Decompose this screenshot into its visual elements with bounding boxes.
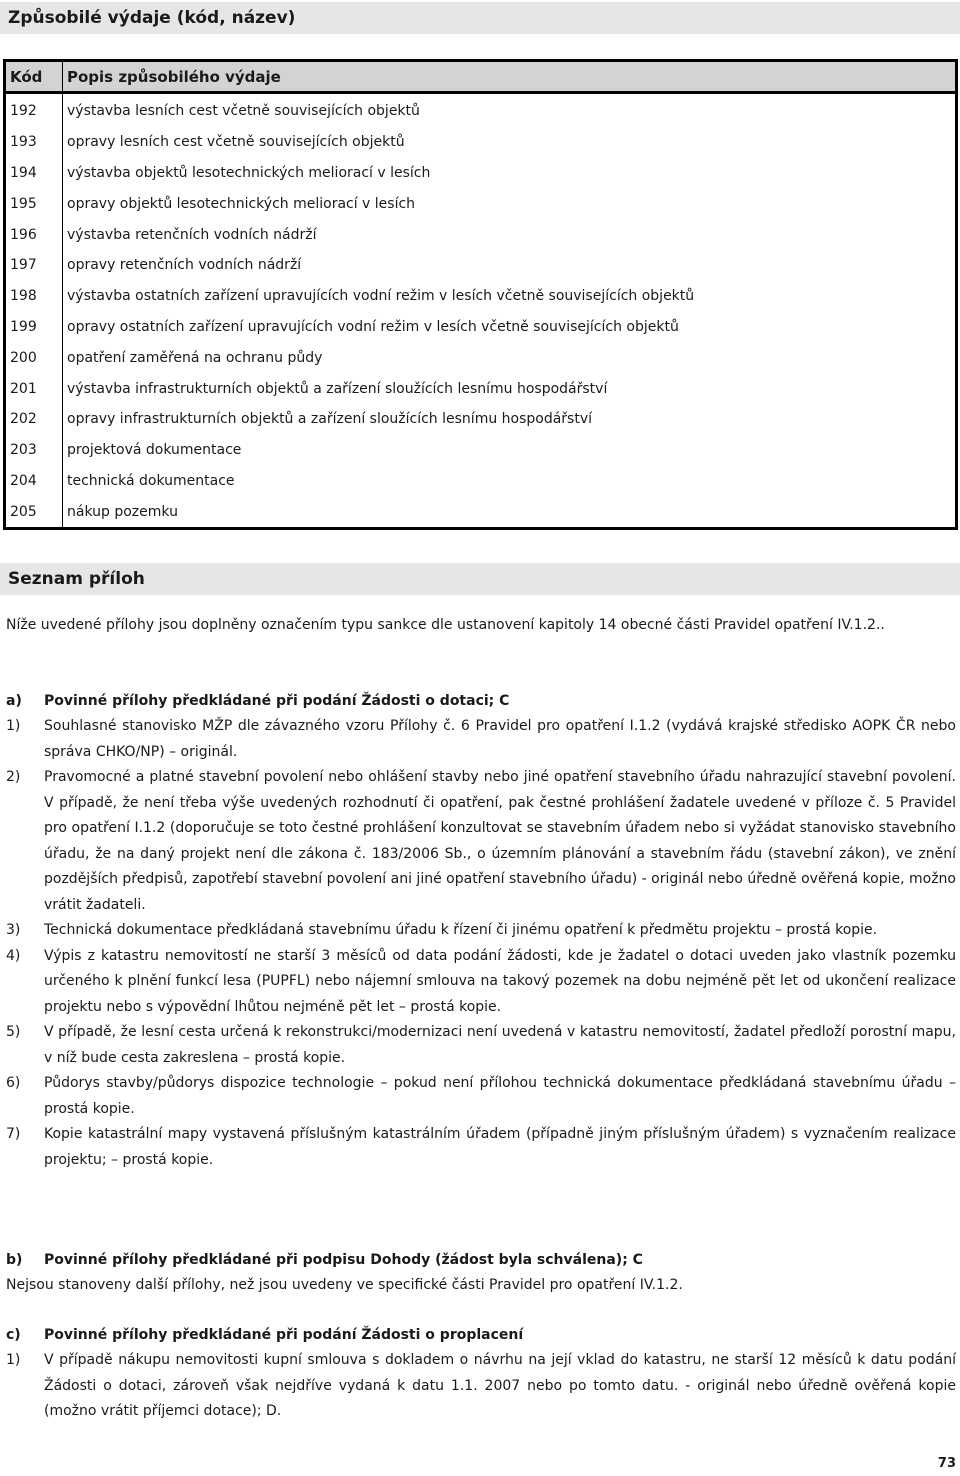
heading-b-letter: b) bbox=[6, 1252, 23, 1268]
expense-code: 193 bbox=[5, 127, 63, 158]
table-row bbox=[5, 219, 957, 250]
list-item bbox=[6, 944, 956, 1021]
heading-a-letter: a) bbox=[6, 693, 22, 709]
list-item-number: 4) bbox=[6, 947, 21, 964]
expense-description: výstavba objektů lesotechnických meliorací v lesích bbox=[67, 164, 431, 181]
heading-a-title: Povinné přílohy předkládané při podání Žádosti o dotaci; C bbox=[44, 693, 510, 709]
column-header-code: Kód bbox=[5, 61, 63, 93]
attachments-list-a bbox=[6, 714, 956, 1173]
list-item-text: Souhlasné stanovisko MŽP dle závazného vzoru Přílohy č. 6 Pravidel pro opatření I.1.2 (vydává krajské středisko AOPK ČR nebo správa CHKO/NP) – originál. bbox=[44, 718, 956, 760]
list-item-number: 7) bbox=[6, 1126, 21, 1142]
list-item-text: V případě nákupu nemovitosti kupní smlouva s dokladem o návrhu na její vklad do katastru, ne starší 12 měsíců k datu podání Žádosti o dotaci, zároveň však nejdříve vydaná k datu 1.1. 2007 nebo po tomto datu. - originál nebo úředně ověřená kopie (možno vrátit příjemci dotace); D. bbox=[44, 1352, 956, 1419]
table-row bbox=[5, 250, 957, 281]
eligible-expenses-table bbox=[3, 59, 958, 530]
expense-code: 204 bbox=[5, 466, 63, 497]
list-item-number: 6) bbox=[6, 1075, 21, 1091]
expense-description: opravy ostatních zařízení upravujících vodní režim v lesích včetně souvisejících objektů bbox=[67, 318, 679, 335]
expense-description: technická dokumentace bbox=[67, 472, 235, 489]
list-item-text: Kopie katastrální mapy vystavená příslušným katastrálním úřadem (případně jiným příslušným úřadem) s vyznačením realizace projektu; – prostá kopie. bbox=[44, 1126, 956, 1168]
expense-description: výstavba ostatních zařízení upravujících vodní režim v lesích včetně souvisejících objektů bbox=[67, 288, 695, 305]
expense-description: opatření zaměřená na ochranu půdy bbox=[67, 349, 323, 366]
expense-code: 205 bbox=[5, 496, 63, 528]
list-item-text: Technická dokumentace předkládaná stavebnímu úřadu k řízení či jinému opatření k předmětu projektu – prostá kopie. bbox=[44, 922, 878, 938]
expense-description: opravy infrastrukturních objektů a zařízení sloužících lesnímu hospodářství bbox=[67, 411, 593, 428]
expense-code: 194 bbox=[5, 158, 63, 189]
list-item bbox=[6, 714, 956, 765]
expense-code: 199 bbox=[5, 312, 63, 343]
expense-description: opravy lesních cest včetně souvisejících objektů bbox=[67, 134, 405, 151]
list-item-number: 3) bbox=[6, 922, 21, 938]
attachments-intro: Níže uvedené přílohy jsou doplněny označením typu sankce dle ustanovení kapitoly 14 obecné části Pravidel opatření IV.1.2.. bbox=[6, 617, 885, 633]
section-title-attachments: Seznam příloh bbox=[0, 563, 960, 595]
list-item-number: 1) bbox=[6, 1352, 21, 1368]
expense-description: výstavba retenčních vodních nádrží bbox=[67, 226, 317, 243]
heading-b-title: Povinné přílohy předkládané při podpisu Dohody (žádost byla schválena); C bbox=[44, 1252, 643, 1268]
table-row bbox=[5, 466, 957, 497]
table-row bbox=[5, 496, 957, 528]
attachments-list-c bbox=[6, 1348, 956, 1425]
list-item-text: Pravomocné a platné stavební povolení nebo ohlášení stavby nebo jiné opatření stavebního úřadu nahrazující stavební povolení. V případě, že není třeba výše uvedených rozhodnutí či opatření, pak čestné prohlášení žadatele uvedené v příloze č. 5 Pravidel pro opatření I.1.2 (doporučuje se toto čestné prohlášení konzultovat se stavebním úřadem nebo si vyžádat stanovisko stavebního úřadu, že na daný projekt není dle zákona č. 183/2006 Sb., o územním plánování a stavebním řádu (stavební zákon), ve znění pozdějších předpisů, zapotřebí stavební povolení ani jiné opatření stavebního úřadu) - originál nebo úředně ověřená kopie, možno vrátit žadateli. bbox=[44, 769, 956, 913]
expense-description: opravy objektů lesotechnických meliorací v lesích bbox=[67, 195, 416, 212]
heading-b bbox=[6, 1248, 956, 1273]
expense-code: 201 bbox=[5, 373, 63, 404]
list-item-text: Výpis z katastru nemovitostí ne starší 3 měsíců od data podání žádosti, kde je žadatel o dotaci uveden jako vlastník pozemku určeného k plnění funkcí lesa (PUPFL) nebo nájemní smlouva na takový pozemek na dobu nejméně pět let od ukončení realizace projektu nebo s výpovědní lhůtou nejméně pět let – prostá kopie. bbox=[44, 947, 956, 1015]
list-item-text: Půdorys stavby/půdorys dispozice technologie – pokud není přílohou technická dokumentace předkládaná stavebnímu úřadu – prostá kopie. bbox=[44, 1075, 956, 1117]
heading-c bbox=[6, 1323, 956, 1348]
list-item-number: 2) bbox=[6, 769, 21, 785]
table-row bbox=[5, 312, 957, 343]
table-row bbox=[5, 373, 957, 404]
expense-code: 202 bbox=[5, 404, 63, 435]
expense-code: 197 bbox=[5, 250, 63, 281]
expense-code: 192 bbox=[5, 93, 63, 127]
table-row bbox=[5, 342, 957, 373]
list-item bbox=[6, 1348, 956, 1425]
page-number: 73 bbox=[937, 1456, 956, 1471]
expense-description: výstavba infrastrukturních objektů a zařízení sloužících lesnímu hospodářství bbox=[67, 380, 608, 397]
heading-c-letter: c) bbox=[6, 1327, 21, 1343]
expense-description: opravy retenčních vodních nádrží bbox=[67, 257, 302, 274]
table-row bbox=[5, 435, 957, 466]
table-body bbox=[5, 93, 957, 529]
list-item-number: 5) bbox=[6, 1024, 21, 1040]
list-item bbox=[6, 765, 956, 918]
heading-c-title: Povinné přílohy předkládané při podání Žádosti o proplacení bbox=[44, 1327, 524, 1343]
list-item bbox=[6, 1071, 956, 1122]
table-row bbox=[5, 127, 957, 158]
expense-description: výstavba lesních cest včetně souvisejících objektů bbox=[67, 103, 420, 120]
expense-code: 196 bbox=[5, 219, 63, 250]
list-item-text: V případě, že lesní cesta určená k rekonstrukci/modernizaci není uvedená v katastru nemovitostí, žadatel předloží porostní mapu, v níž bude cesta zakreslena – prostá kopie. bbox=[44, 1024, 956, 1066]
list-item bbox=[6, 918, 956, 944]
table-row bbox=[5, 93, 957, 127]
list-item bbox=[6, 1020, 956, 1071]
heading-b-text: Nejsou stanoveny další přílohy, než jsou uvedeny ve specifické části Pravidel pro opatření IV.1.2. bbox=[6, 1277, 683, 1293]
expense-description: projektová dokumentace bbox=[67, 442, 242, 459]
list-item-number: 1) bbox=[6, 718, 21, 734]
expense-description: nákup pozemku bbox=[67, 503, 178, 520]
expense-code: 195 bbox=[5, 188, 63, 219]
table-row bbox=[5, 404, 957, 435]
table-row bbox=[5, 188, 957, 219]
table-header-row bbox=[5, 61, 957, 93]
section-title-eligible-expenses: Způsobilé výdaje (kód, název) bbox=[0, 2, 960, 34]
table-row bbox=[5, 158, 957, 189]
table-row bbox=[5, 281, 957, 312]
expense-code: 203 bbox=[5, 435, 63, 466]
expense-code: 198 bbox=[5, 281, 63, 312]
column-header-description: Popis způsobilého výdaje bbox=[63, 61, 957, 93]
list-item bbox=[6, 1122, 956, 1173]
heading-a bbox=[6, 689, 956, 714]
expense-code: 200 bbox=[5, 342, 63, 373]
